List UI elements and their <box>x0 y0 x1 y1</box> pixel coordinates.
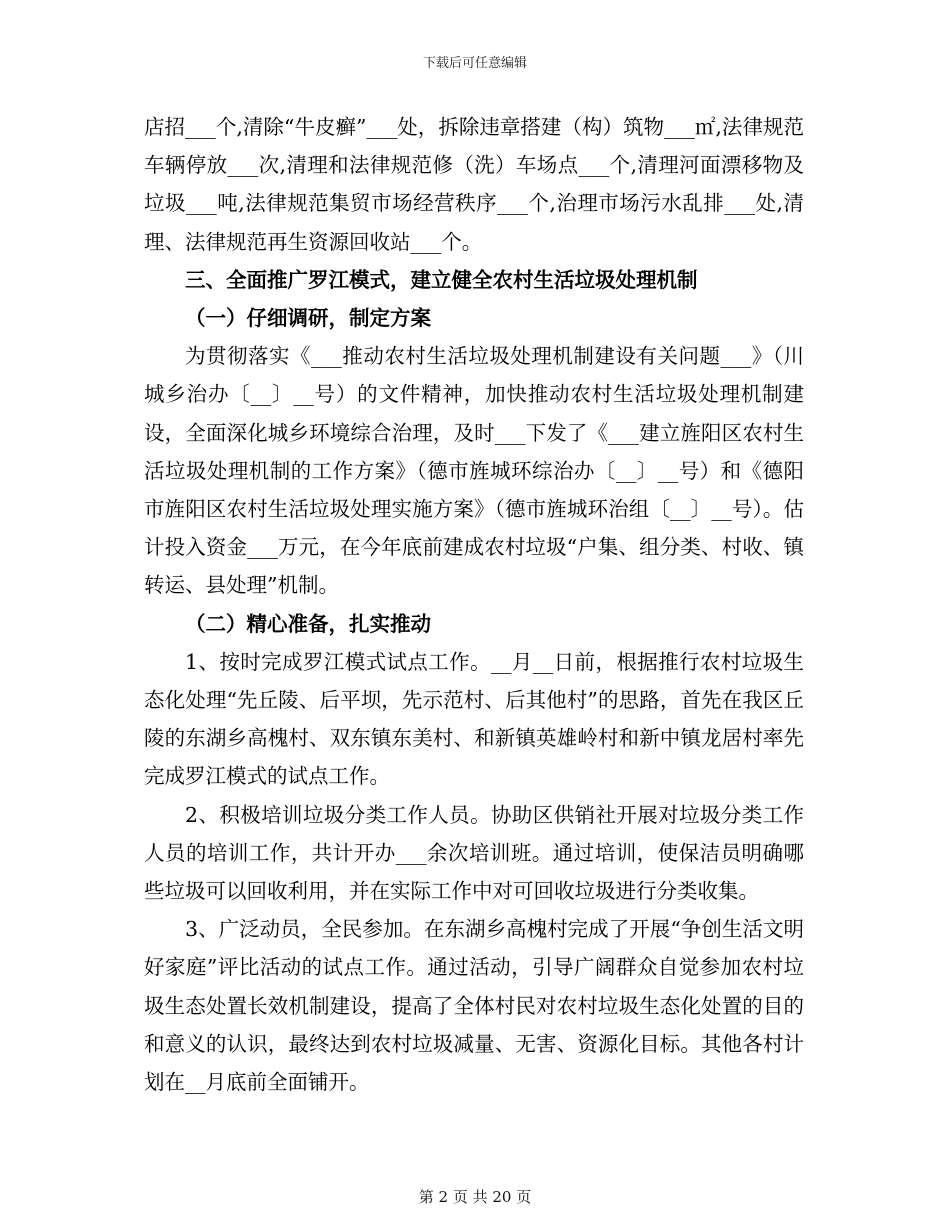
paragraph-continued: 店招___个,清除“牛皮癣”___处，拆除违章搭建（构）筑物___㎡,法律规范车辆停放___次,清理和法律规范修（洗）车场点___个,清理河面漂移物及垃圾___吨,法律规范集贸市场经营秩序___个,治理市场污水乱排___处,清理、法律规范再生资源回收站___个。 <box>144 115 804 254</box>
paragraph-item-1: 1、按时完成罗江模式试点工作。__月__日前，根据推行农村垃圾生态化处理“先丘陵、后平坝，先示范村、后其他村”的思路，首先在我区丘陵的东湖乡高槐村、双东镇东美村、和新镇英雄岭村和新中镇龙居村率先完成罗江模式的试点工作。 <box>144 649 804 789</box>
paragraph-item-2: 2、积极培训垃圾分类工作人员。协助区供销社开展对垃圾分类工作人员的培训工作，共计开办___余次培训班。通过培训，使保洁员明确哪些垃圾可以回收利用，并在实际工作中对可回收垃圾进行分类收集。 <box>144 802 804 904</box>
paragraph-plan: 为贯彻落实《___推动农村生活垃圾处理机制建设有关问题___》（川城乡治办〔__〕__号）的文件精神，加快推动农村生活垃圾处理机制建设，全面深化城乡环境综合治理，及时___下发了《___建立旌阳区农村生活垃圾处理机制的工作方案》（德市旌城环综治办〔__〕__号）和《德阳市旌阳区农村生活垃圾处理实施方案》（德市旌城环治组〔__〕__号）。估计投入资金___万元，在今年底前建成农村垃圾“户集、组分类、村收、镇转运、县处理”机制。 <box>144 344 804 598</box>
document-body <box>144 108 804 1101</box>
page-number-footer: 第 2 页 共 20 页 <box>418 1188 532 1206</box>
section-heading-3: 三、全面推广罗江模式，建立健全农村生活垃圾处理机制 <box>185 267 698 292</box>
page-header: 下载后可任意编辑 <box>422 56 527 71</box>
subsection-heading-1: （一）仔细调研，制定方案 <box>185 306 431 331</box>
paragraph-item-3: 3、广泛动员，全民参加。在东湖乡高槐村完成了开展“争创生活文明好家庭”评比活动的试点工作。通过活动，引导广阔群众自觉参加农村垃圾生态处置长效机制建设，提高了全体村民对农村垃圾生态化处置的目的和意义的认识，最终达到农村垃圾减量、无害、资源化目标。其他各村计划在__月底前全面铺开。 <box>144 917 804 1095</box>
subsection-heading-2: （二）精心准备，扎实推动 <box>185 611 431 636</box>
